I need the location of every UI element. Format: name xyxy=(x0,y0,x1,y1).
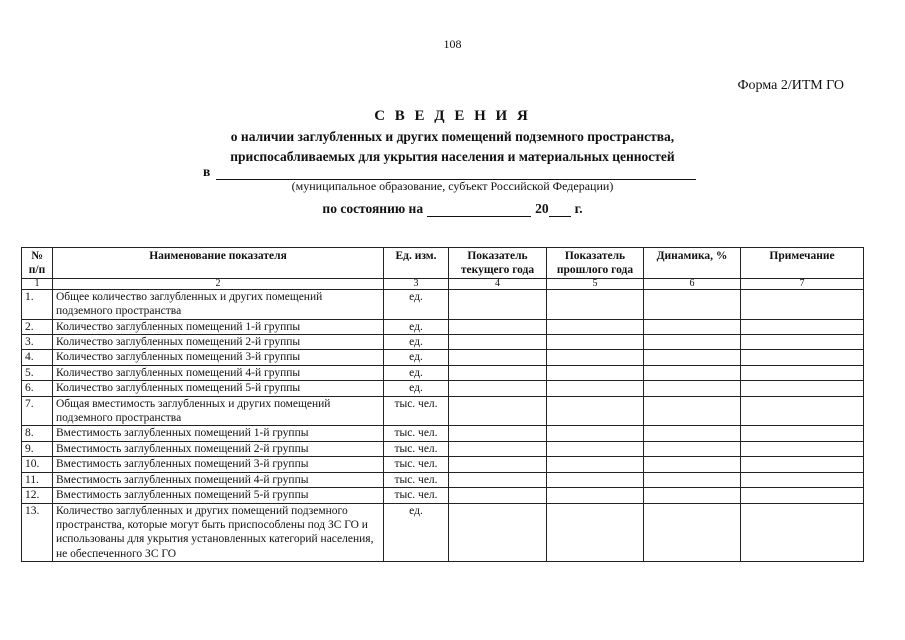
note-cell[interactable] xyxy=(741,381,864,396)
unit-of-measure: ед. xyxy=(384,350,449,365)
row-number: 8. xyxy=(22,426,53,441)
row-number: 4. xyxy=(22,350,53,365)
unit-of-measure: тыс. чел. xyxy=(384,441,449,456)
municipality-line xyxy=(203,164,696,180)
header-cell: Показатель прошлого года xyxy=(547,248,644,279)
current-year-value[interactable] xyxy=(449,426,547,441)
row-number: 5. xyxy=(22,365,53,380)
table-row xyxy=(22,365,864,380)
note-cell[interactable] xyxy=(741,396,864,426)
as-of-line xyxy=(0,201,905,217)
dynamics-value[interactable] xyxy=(644,350,741,365)
header-cell: Динамика, % xyxy=(644,248,741,279)
previous-year-value[interactable] xyxy=(547,396,644,426)
table-row xyxy=(22,381,864,396)
unit-of-measure: ед. xyxy=(384,503,449,562)
form-code: Форма 2/ИТМ ГО xyxy=(737,78,844,93)
subtitle-line-1: о наличии заглубленных и других помещений подземного пространства, xyxy=(230,129,675,144)
unit-of-measure: ед. xyxy=(384,365,449,380)
header-cell: Ед. изм. xyxy=(384,248,449,279)
as-of-date-blank xyxy=(427,203,531,217)
indicator-name: Вместимость заглубленных помещений 1-й группы xyxy=(53,426,384,441)
as-of-suffix: г. xyxy=(574,201,583,216)
note-cell[interactable] xyxy=(741,365,864,380)
document-title: С В Е Д Е Н И Я xyxy=(374,108,531,124)
dynamics-value[interactable] xyxy=(644,365,741,380)
dynamics-value[interactable] xyxy=(644,441,741,456)
row-number: 2. xyxy=(22,319,53,334)
dynamics-value[interactable] xyxy=(644,488,741,503)
row-number: 9. xyxy=(22,441,53,456)
previous-year-value[interactable] xyxy=(547,503,644,562)
dynamics-value[interactable] xyxy=(644,289,741,319)
dynamics-value[interactable] xyxy=(644,381,741,396)
row-number: 6. xyxy=(22,381,53,396)
table-row xyxy=(22,350,864,365)
table-row xyxy=(22,319,864,334)
dynamics-value[interactable] xyxy=(644,426,741,441)
column-number-row xyxy=(22,278,864,289)
unit-of-measure: тыс. чел. xyxy=(384,426,449,441)
note-cell[interactable] xyxy=(741,457,864,472)
municipality-caption: (муниципальное образование, субъект Российской Федерации) xyxy=(291,179,614,193)
row-number: 1. xyxy=(22,289,53,319)
header-cell: Наименование показателя xyxy=(53,248,384,279)
document-subtitle xyxy=(0,127,905,167)
indicator-name: Вместимость заглубленных помещений 2-й группы xyxy=(53,441,384,456)
previous-year-value[interactable] xyxy=(547,426,644,441)
subtitle-line-2: приспосабливаемых для укрытия населения и материальных ценностей xyxy=(230,149,675,164)
current-year-value[interactable] xyxy=(449,488,547,503)
indicator-name: Количество заглубленных помещений 2-й группы xyxy=(53,335,384,350)
header-cell: Показатель текущего года xyxy=(449,248,547,279)
table-row xyxy=(22,457,864,472)
table-row xyxy=(22,472,864,487)
row-number: 12. xyxy=(22,488,53,503)
table-row xyxy=(22,396,864,426)
indicator-name: Вместимость заглубленных помещений 5-й группы xyxy=(53,488,384,503)
unit-of-measure: тыс. чел. xyxy=(384,472,449,487)
page-number: 108 xyxy=(443,37,462,51)
current-year-value[interactable] xyxy=(449,381,547,396)
note-cell[interactable] xyxy=(741,350,864,365)
as-of-year-blank xyxy=(549,203,571,217)
previous-year-value[interactable] xyxy=(547,319,644,334)
note-cell[interactable] xyxy=(741,335,864,350)
table-row xyxy=(22,441,864,456)
previous-year-value[interactable] xyxy=(547,488,644,503)
table-row xyxy=(22,335,864,350)
indicator-name: Количество заглубленных и других помещений подземного пространства, которые могут быть приспособлены под ЗС ГО и использованы для укрытия установленных категорий населения, не обеспеченного ЗС ГО xyxy=(53,503,384,562)
note-cell[interactable] xyxy=(741,426,864,441)
column-number: 2 xyxy=(53,278,384,289)
current-year-value[interactable] xyxy=(449,472,547,487)
current-year-value[interactable] xyxy=(449,289,547,319)
indicator-name: Количество заглубленных помещений 5-й группы xyxy=(53,381,384,396)
previous-year-value[interactable] xyxy=(547,335,644,350)
unit-of-measure: ед. xyxy=(384,381,449,396)
indicator-name: Общее количество заглубленных и других помещений подземного пространства xyxy=(53,289,384,319)
note-cell[interactable] xyxy=(741,319,864,334)
row-number: 3. xyxy=(22,335,53,350)
as-of-prefix: по состоянию на xyxy=(322,201,424,216)
indicator-name: Вместимость заглубленных помещений 4-й группы xyxy=(53,472,384,487)
header-cell: № п/п xyxy=(22,248,53,279)
unit-of-measure: ед. xyxy=(384,289,449,319)
indicator-name: Количество заглубленных помещений 3-й группы xyxy=(53,350,384,365)
previous-year-value[interactable] xyxy=(547,381,644,396)
note-cell[interactable] xyxy=(741,472,864,487)
current-year-value[interactable] xyxy=(449,335,547,350)
table-body xyxy=(22,289,864,561)
row-number: 11. xyxy=(22,472,53,487)
column-number: 1 xyxy=(22,278,53,289)
unit-of-measure: ед. xyxy=(384,319,449,334)
current-year-value[interactable] xyxy=(449,350,547,365)
row-number: 13. xyxy=(22,503,53,562)
municipality-prefix: в xyxy=(203,164,211,179)
header-row xyxy=(22,248,864,279)
note-cell[interactable] xyxy=(741,289,864,319)
previous-year-value[interactable] xyxy=(547,472,644,487)
as-of-year: 20 xyxy=(535,201,549,216)
unit-of-measure: тыс. чел. xyxy=(384,396,449,426)
unit-of-measure: тыс. чел. xyxy=(384,457,449,472)
current-year-value[interactable] xyxy=(449,396,547,426)
dynamics-value[interactable] xyxy=(644,396,741,426)
column-number: 6 xyxy=(644,278,741,289)
indicator-name: Количество заглубленных помещений 4-й группы xyxy=(53,365,384,380)
note-cell[interactable] xyxy=(741,488,864,503)
indicator-name: Вместимость заглубленных помещений 3-й группы xyxy=(53,457,384,472)
table-row xyxy=(22,488,864,503)
table-row xyxy=(22,289,864,319)
dynamics-value[interactable] xyxy=(644,457,741,472)
current-year-value[interactable] xyxy=(449,503,547,562)
note-cell[interactable] xyxy=(741,441,864,456)
table-row xyxy=(22,426,864,441)
column-number: 3 xyxy=(384,278,449,289)
current-year-value[interactable] xyxy=(449,457,547,472)
column-number: 5 xyxy=(547,278,644,289)
previous-year-value[interactable] xyxy=(547,457,644,472)
unit-of-measure: тыс. чел. xyxy=(384,488,449,503)
current-year-value[interactable] xyxy=(449,365,547,380)
table-row xyxy=(22,503,864,562)
current-year-value[interactable] xyxy=(449,441,547,456)
current-year-value[interactable] xyxy=(449,319,547,334)
row-number: 10. xyxy=(22,457,53,472)
previous-year-value[interactable] xyxy=(547,350,644,365)
municipality-blank xyxy=(216,165,696,180)
dynamics-value[interactable] xyxy=(644,319,741,334)
column-number: 7 xyxy=(741,278,864,289)
dynamics-value[interactable] xyxy=(644,503,741,562)
header-cell: Примечание xyxy=(741,248,864,279)
indicator-name: Общая вместимость заглубленных и других помещений подземного пространства xyxy=(53,396,384,426)
previous-year-value[interactable] xyxy=(547,289,644,319)
note-cell[interactable] xyxy=(741,503,864,562)
dynamics-value[interactable] xyxy=(644,335,741,350)
row-number: 7. xyxy=(22,396,53,426)
column-number: 4 xyxy=(449,278,547,289)
previous-year-value[interactable] xyxy=(547,365,644,380)
indicator-name: Количество заглубленных помещений 1-й группы xyxy=(53,319,384,334)
previous-year-value[interactable] xyxy=(547,441,644,456)
data-table xyxy=(21,247,864,562)
unit-of-measure: ед. xyxy=(384,335,449,350)
dynamics-value[interactable] xyxy=(644,472,741,487)
